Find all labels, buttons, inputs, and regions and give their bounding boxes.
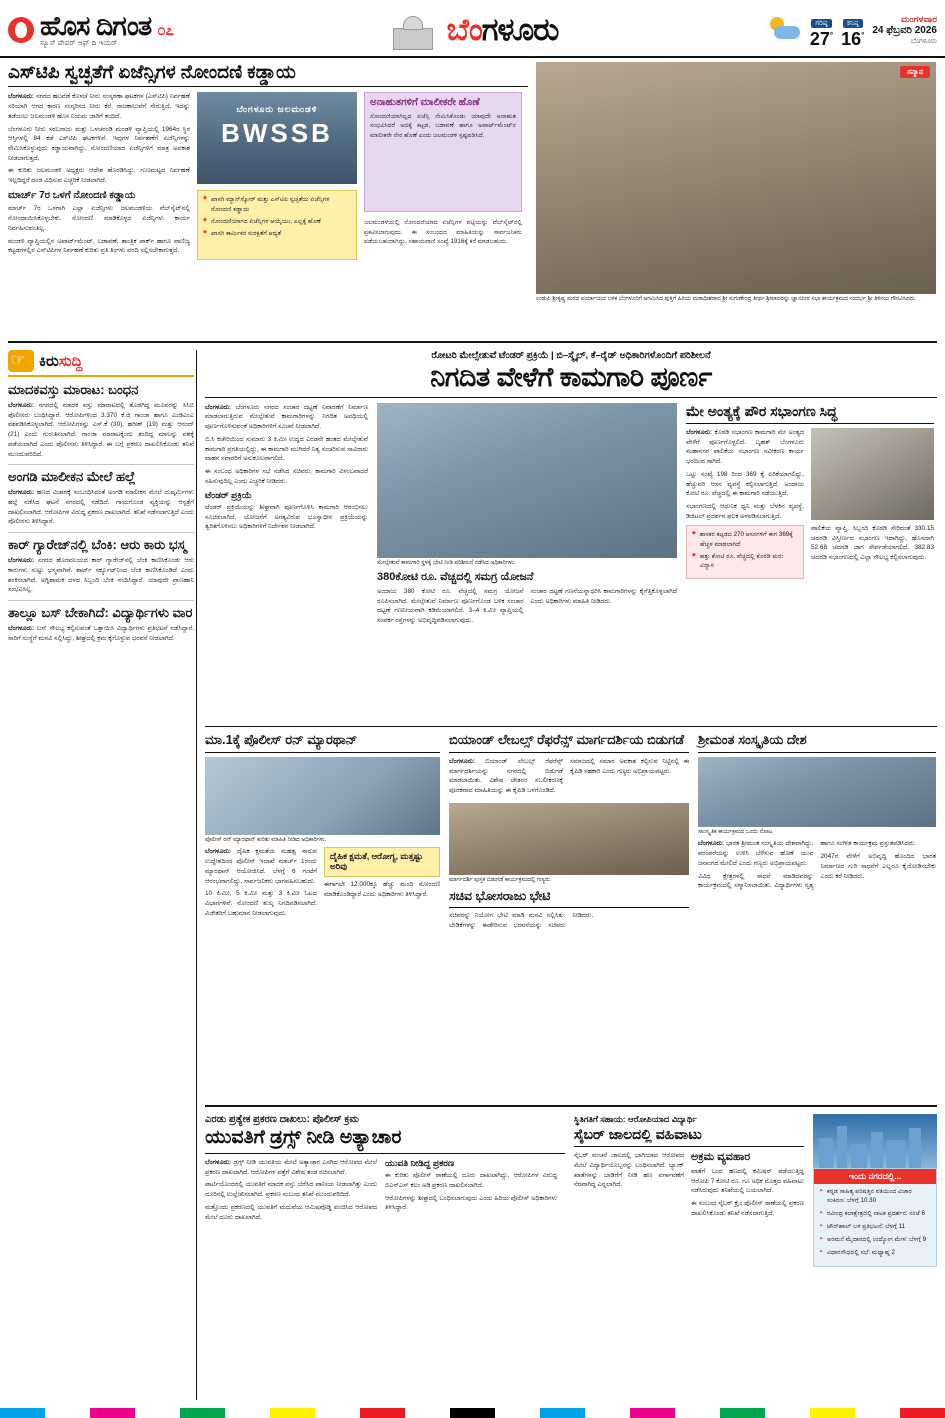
bwssb-label: ಬೆಂಗಳೂರು ಜಲಮಂಡಳಿ — [236, 104, 318, 115]
cultural-program-photo — [698, 757, 936, 827]
bottom-right-kicker: ಸ್ಥಿತಿಗತಿಗೆ ಸಹಾಯ: ಆರೋಪಿಯಾದ ವಿದ್ಯಾರ್ಥಿ — [574, 1114, 697, 1124]
kiru-head-3: ಕಾರ್ ಗ್ಯಾರೇಜ್‌ನಲ್ಲಿ ಬೆಂಕಿ: ಆರು ಕಾರು ಭಸ್ಮ — [8, 537, 187, 553]
bottom-main-story — [205, 1114, 565, 1267]
main-right-para-3: ಸಭಾಂಗಣದಲ್ಲಿ ಆಧುನಿಕ ಧ್ವನಿ ಮತ್ತು ಬೆಳಕಿನ ವ್ಯವಸ್ಥೆ, ಡಿಜಿಟಲ್ ಪ್ರದರ್ಶನ ಫಲಕ ಅಳವಡಿಸಲಾಗುತ್ತಿದೆ. — [686, 502, 804, 520]
lead-body-col1 — [8, 92, 190, 186]
hall-construction-photo — [811, 428, 934, 520]
bottom-right-sub-para-2: ಈ ಸಂಬಂಧ ಸೈಬರ್ ಕ್ರೈಂ ಪೊಲೀಸ್ ಠಾಣೆಯಲ್ಲಿ ಪ್ರಕರಣ ದಾಖಲಿಸಿಕೊಂಡು ತನಿಖೆ ನಡೆಸಲಾಗುತ್ತಿದೆ. — [691, 1200, 804, 1217]
kirusuddi-rail — [8, 350, 194, 1400]
kirusuddi-label-1: ಕಿರು — [39, 352, 59, 370]
kiru-body-1: ನಗರದಲ್ಲಿ ಮಾದಕ ವಸ್ತು ಮಾರಾಟದಲ್ಲಿ ತೊಡಗಿದ್ದ ಮೂವರನ್ನು ಸಿಸಿಬಿ ಪೊಲೀಸರು ಬಂಧಿಸಿದ್ದಾರೆ. ಆರೋಪಿಗಳಿಂದ 3.370 ಕೆ.ಜಿ ಗಾಂಜಾ ಹಾಗೂ ಎಂಡಿಎಂಎ ವಶಪಡಿಸಿಕೊಳ್ಳಲಾಗಿದೆ. ಆರೋಪಿಗಳನ್ನು ಎಸ್.ಕೆ (30), ಹರೀಶ್ (19) ಮತ್ತು ಆನಂದ್ (21) ಎಂದು ಗುರುತಿಸಲಾಗಿದೆ. ಗಾಂಜಾ ಮಾರಾಟಕ್ಕೆಂದು ತಂದಿದ್ದ ಮಾಲನ್ನು ವಶಕ್ಕೆ ಪಡೆಯಲಾಗಿದೆ ಎಂದು ಪೊಲೀಸರು ತಿಳಿಸಿದ್ದಾರೆ. ಈ ಬಗ್ಗೆ ಪ್ರಕರಣ ದಾಖಲಿಸಿಕೊಂಡು ತನಿಖೆ ಮುಂದುವರಿದಿದೆ. — [8, 401, 194, 458]
sun-cloud-icon — [768, 17, 802, 43]
lead-dateline: ಬೆಂಗಳೂರು: — [8, 93, 34, 101]
storyB-head: ಬಿಯಾಂಡ್ ಲೇಬಲ್ಸ್ ರೆಫರೆನ್ಸ್ ಮಾರ್ಗದರ್ಶಿಯ ಬಿಡುಗಡೆ — [449, 732, 685, 747]
flame-logo-icon — [8, 17, 34, 43]
kirusuddi-item-2 — [8, 470, 194, 527]
lead-body-col1b — [8, 204, 190, 256]
religious-ceremony-photo — [536, 62, 936, 294]
edition-title — [258, 10, 687, 50]
main-subhead-1: ಟೆಂಡರ್ ಪ್ರಕ್ರಿಯೆ — [205, 489, 252, 500]
lead-story-left — [8, 62, 528, 340]
story-beyond-labels — [449, 733, 689, 930]
storyC-head: ಶ್ರೀಮಂತ ಸಂಸ್ಕೃತಿಯ ದೇಶ — [698, 732, 807, 747]
section-rule-2 — [205, 726, 937, 727]
storyA-box-head: ದೈಹಿಕ ಕ್ಷಮತೆ, ಆರೋಗ್ಯ, ಮತ್ತಷ್ಟು ಅರಿವು — [330, 851, 423, 872]
lead-photo-block — [536, 62, 936, 340]
kiru-head-2: ಅಂಗಡಿ ಮಾಲೀಕನ ಮೇಲೆ ಹಲ್ಲೆ — [8, 469, 136, 485]
kiru-body-3: ನಗರದ ಹೊರವಲಯದ ಕಾರ್ ಗ್ಯಾರೇಜ್‌ನಲ್ಲಿ ಬೆಂಕಿ ಕಾಣಿಸಿಕೊಂಡು ಆರು ಕಾರುಗಳು ಸುಟ್ಟು ಭಸ್ಮವಾಗಿವೆ. ಶಾರ್ಟ್ ಸರ್ಕ್ಯೂಟ್‌ನಿಂದ ಬೆಂಕಿ ಕಾಣಿಸಿಕೊಂಡಿದೆ ಎಂದು ಶಂಕಿಸಲಾಗಿದೆ. ಅಗ್ನಿಶಾಮಕ ದಳದ ಸಿಬ್ಬಂದಿ ಬೆಂಕಿ ನಂದಿಸಿದ್ದಾರೆ. ಯಾವುದೇ ಪ್ರಾಣಹಾನಿ ಸಂಭವಿಸಿಲ್ಲ. — [8, 557, 194, 594]
bottom-right-subhead: ಅಕ್ರಮ ವ್ಯವಹಾರ — [691, 1151, 751, 1164]
kirusuddi-item-1 — [8, 383, 194, 459]
masthead-brand[interactable] — [8, 10, 258, 48]
city-title-part1: ಬೆಂ — [446, 11, 482, 47]
main-para-4: ಟೆಂಡರ್ ಪ್ರಕ್ರಿಯೆಯನ್ನು ಶೀಘ್ರವಾಗಿ ಪೂರ್ಣಗೊಳಿಸಿ ಕಾಮಗಾರಿ ಆರಂಭಿಸಲು ಸೂಚಿಸಲಾಗಿದೆ. ಯೋಜನೆಗೆ ಅಗತ್ಯವಿರುವ ಭೂಸ್ವಾಧೀನ ಪ್ರಕ್ರಿಯೆಯನ್ನು ತ್ವರಿತಗೊಳಿಸಲು ಅಧಿಕಾರಿಗಳಿಗೆ ನಿರ್ದೇಶನ ನೀಡಲಾಗಿದೆ. — [205, 503, 368, 531]
main-headline: ನಿಗದಿತ ವೇಳೆಗೆ ಕಾಮಗಾರಿ ಪೂರ್ಣ — [430, 362, 712, 393]
kiru-dateline-1: ಬೆಂಗಳೂರು: — [8, 401, 34, 409]
storyC-dateline: ಬೆಂಗಳೂರು: — [698, 840, 724, 848]
storyB-para-1: ಬಿಯಾಂಡ್ ಲೇಬಲ್ಸ್ ರೆಫರೆನ್ಸ್ ಮಾರ್ಗದರ್ಶಿಯನ್ನು ನಗರದಲ್ಲಿ ಬಿಡುಗಡೆ ಮಾಡಲಾಯಿತು. ವಿಶೇಷ ಚೇತನರ ಸಬಲೀಕರಣಕ್ಕೆ ಪೂರಕವಾದ ಮಾಹಿತಿಯನ್ನು ಈ ಕೈಪಿಡಿ ಒಳಗೊಂಡಿದೆ. — [449, 757, 563, 795]
lead-subheadline: ಮಾರ್ಚ್ 7ರ ಒಳಗೆ ನೋಂದಣಿ ಕಡ್ಡಾಯ — [8, 189, 136, 201]
bottom-dateline: ಬೆಂಗಳೂರು: — [205, 1158, 231, 1166]
city-today-panel — [813, 1168, 937, 1267]
storyA-photo-caption: ಪೊಲೀಸ್ ರನ್ ಮ್ಯಾರಥಾನ್ ಕುರಿತು ಮಾಹಿತಿ ನೀಡಿದ ಅಧಿಕಾರಿಗಳು. — [205, 836, 327, 843]
storyA-head: ಮಾ.1ಕ್ಕೆ ಪೊಲೀಸ್ ರನ್ ಮ್ಯಾರಥಾನ್ — [205, 732, 358, 747]
main-para-2: ಬಿ.ಸಿ ಕಚೇರಿಯಿಂದ ಸುಮಾರು 3 ಕಿ.ಮೀ ಉದ್ದದ ಎರಡನೇ ಹಂತದ ಮೇಲ್ಸೇತುವೆ ಕಾಮಗಾರಿ ಪ್ರಗತಿಯಲ್ಲಿದ್ದು, ಈ ಕಾಮಗಾರಿ ಮುಗಿದರೆ ನಿತ್ಯ ಸಂಚರಿಸುವ ಸಾವಿರಾರು ವಾಹನ ಸವಾರರಿಗೆ ಅನುಕೂಲವಾಗಲಿದೆ. — [205, 435, 368, 463]
main-para-1: ಬೆಂಗಳೂರು ನಗರದ ಸಂಚಾರ ದಟ್ಟಣೆ ನಿವಾರಣೆಗೆ ನಿರ್ಮಾಣ ಮಾಡಲಾಗುತ್ತಿರುವ ಮೇಲ್ಸೇತುವೆ ಕಾಮಗಾರಿಗಳನ್ನು ನಿಗದಿತ ಅವಧಿಯಲ್ಲಿ ಪೂರ್ಣಗೊಳಿಸುವಂತೆ ಅಧಿಕಾರಿಗಳಿಗೆ ಸೂಚನೆ ನೀಡಲಾಗಿದೆ. — [205, 403, 369, 431]
main-dateline: ಬೆಂಗಳೂರು: — [205, 403, 231, 411]
photo-tag-badge: ಸನ್ಮಾನ — [900, 66, 930, 78]
main-story — [205, 350, 937, 626]
kiru-body-2: ಹಣದ ವಿಚಾರಕ್ಕೆ ಸಂಬಂಧಿಸಿದಂತೆ ಅಂಗಡಿ ಮಾಲೀಕನ ಮೇಲೆ ದುಷ್ಕರ್ಮಿಗಳು ಹಲ್ಲೆ ನಡೆಸಿದ ಘಟನೆ ನಗರದಲ್ಲಿ ನಡೆದಿದೆ. ಗಾಯಗೊಂಡ ವ್ಯಕ್ತಿಯನ್ನು ಆಸ್ಪತ್ರೆಗೆ ದಾಖಲಿಸಲಾಗಿದೆ. ಆರೋಪಿಗಳ ವಿರುದ್ಧ ಪ್ರಕರಣ ದಾಖಲಾಗಿದೆ. ತನಿಖೆ ನಡೆಸಲಾಗುತ್ತಿದೆ ಎಂದು ಪೊಲೀಸರು ತಿಳಿಸಿದ್ದಾರೆ. — [8, 489, 194, 526]
bottom-mid-kicker: ಯುವತಿ ನೀಡಿದ್ದ ಪ್ರಕರಣ — [385, 1157, 455, 1168]
bwssb-logo-text: BWSSB — [221, 118, 333, 149]
rail-divider — [196, 350, 197, 1400]
storyA-para-2: 10 ಕಿ.ಮೀ, 5 ಕಿ.ಮೀ ಮತ್ತು 3 ಕಿ.ಮೀ ಓಟದ ವಿಭಾಗಗಳಿವೆ. ನೋಂದಣಿ ಶುಲ್ಕ ನಿಗದಿಪಡಿಸಲಾಗಿದೆ. ವಿಜೇತರಿಗೆ ಬಹುಮಾನ ನೀಡಲಾಗುವುದು. — [205, 890, 317, 917]
main-subhead-2: 380ಕೋಟಿ ರೂ. ವೆಚ್ಚದಲ್ಲಿ ಸಮಗ್ರ ಯೋಜನೆ — [377, 571, 534, 584]
registration-color-bar — [0, 1408, 945, 1418]
lead-para-4: ಮಾರ್ಚ್ 7ರ ಒಳಗಾಗಿ ಎಲ್ಲಾ ಏಜೆನ್ಸಿಗಳು ಜಲಮಂಡಳಿಯ ವೆಬ್‌ಸೈಟ್‌ನಲ್ಲಿ ನೋಂದಾಯಿಸಿಕೊಳ್ಳಬೇಕು. ನೋಂದಣಿ ಮಾಡಿಕೊಳ್ಳದ ಏಜೆನ್ಸಿಗಳು ಕಾರ್ಯ ನಿರ್ವಹಿಸುವಂತಿಲ್ಲ. — [8, 205, 190, 232]
min-temp-label: ಕನಿಷ್ಠ — [843, 19, 863, 28]
bottom-mid-para-2: ಆರೋಪಿಗಳನ್ನು ಶೀಘ್ರದಲ್ಲಿ ಬಂಧಿಸಲಾಗುವುದು ಎಂದು ಹಿರಿಯ ಪೊಲೀಸ್ ಅಧಿಕಾರಿಗಳು ತಿಳಿಸಿದ್ದಾರೆ. — [385, 1194, 557, 1212]
lead-green-note: ಜಲಮಂಡಳಿಯಲ್ಲಿ ನೋಂದಣಿಯಾದ ಏಜೆನ್ಸಿಗಳ ಪಟ್ಟಿಯನ್ನು ವೆಬ್‌ಸೈಟ್‌ನಲ್ಲಿ ಪ್ರಕಟಿಸಲಾಗುವುದು. ಈ ಸಂಬಂಧದ ಮಾಹಿತಿಯನ್ನು ಸಾರ್ವಜನಿಕರು ಪಡೆಯಬಹುದಾಗಿದ್ದು, ಸಹಾಯವಾಣಿ ಸಂಖ್ಯೆ 1916ಕ್ಕೆ ಕರೆ ಮಾಡಬಹುದು. — [364, 219, 522, 246]
bottom-kicker: ಎರಡು ಪ್ರತ್ಯೇಕ ಪ್ರಕರಣ ದಾಖಲು: ಪೊಲೀಸ್ ಕ್ರಮ — [205, 1114, 359, 1125]
date-block — [872, 14, 937, 47]
storyB-sub-body — [449, 911, 689, 930]
storyA-para-1: ದೈಹಿಕ ಕ್ಷಮತೆಯ ಮಹತ್ವ ಸಾರುವ ಉದ್ದೇಶದಿಂದ ಪೊಲೀಸ್ ಇಲಾಖೆ ಮಾರ್ಚ್ 1ರಂದು ಮ್ಯಾರಥಾನ್ ಆಯೋಜಿಸಿದೆ. ಬೆಳಗ್ಗೆ 6 ಗಂಟೆಗೆ ಆರಂಭವಾಗಲಿದ್ದು, ಸಾರ್ವಜನಿಕರು ಭಾಗವಹಿಸಬಹುದು. — [205, 848, 317, 885]
lead-para-1: ನಗರದ ಹಲವೆಡೆ ಕೊಳಚೆ ನೀರು ಸಂಸ್ಕರಣಾ ಘಟಕಗಳ (ಎಸ್‌ಟಿಪಿ) ನಿರ್ವಹಣೆ ಸರಿಯಾಗಿ ಆಗದ ಕಾರಣ ಸಂಸ್ಕರಿಸದ ನೀರು ಕೆರೆ, ರಾಜಕಾಲುವೆಗೆ ಸೇರುತ್ತಿದೆ. ಇದನ್ನು ತಡೆಯಲು ಜಲಮಂಡಳಿ ಹೊಸ ನಿಯಮ ಜಾರಿಗೆ ತಂದಿದೆ. — [8, 93, 190, 120]
kirusuddi-item-4 — [8, 606, 194, 643]
book-release-photo — [449, 803, 689, 875]
flyover-inspection-photo — [377, 403, 677, 558]
city-today-item-1: ✦ ಕನ್ನಡ ಸಾಹಿತ್ಯ ಪರಿಷತ್ತಿನ ವತಿಯಿಂದ ವಿಚಾರ ಸಂಕಿರಣ: ಬೆಳಗ್ಗೆ 10.30 — [819, 1188, 931, 1206]
edition-city: ಬೆಂಗಳೂರು — [910, 37, 937, 45]
bottom-mid-para-1: ಈ ಕುರಿತು ಪೊಲೀಸ್ ಠಾಣೆಯಲ್ಲಿ ದೂರು ದಾಖಲಾಗಿದ್ದು, ಆರೋಪಿಗಳ ವಿರುದ್ಧ ಬಿಎನ್ಎಸ್ ಕಲಂ ಅಡಿ ಪ್ರಕರಣ ದಾಖಲಿಸಲಾಗಿದೆ. — [385, 1172, 557, 1189]
storyB-photo-caption: ಮಾರ್ಗದರ್ಶಿ ಪುಸ್ತಕ ಬಿಡುಗಡೆ ಕಾರ್ಯಕ್ರಮದಲ್ಲಿ ಗಣ್ಯರು. — [449, 876, 552, 883]
masthead — [0, 0, 945, 58]
city-today-title: ಇಂದು ನಗರದಲ್ಲಿ... — [814, 1169, 936, 1184]
city-today-item-3: ✦ ಟೌನ್‌ಹಾಲ್ ಬಳಿ ಪ್ರತಿಭಟನೆ: ಬೆಳಗ್ಗೆ 11 — [819, 1223, 931, 1232]
city-today-item-2: ✦ ರವೀಂದ್ರ ಕಲಾಕ್ಷೇತ್ರದಲ್ಲಿ ನಾಟಕ ಪ್ರದರ್ಶನ: ಸಂಜೆ 6 — [819, 1210, 931, 1219]
yellow-bullet-2: ◆ ನೋಂದಣಿಯಾಗದ ಏಜೆನ್ಸಿಗಳ ಆಯ್ಕೆಯು, ಎಲ್ಲಕ್ಕೆ ಹೊಣೆ — [203, 217, 351, 226]
right-bullet-2: ◆ ಹತ್ತು ಕೋಟಿ ರೂ. ವೆಚ್ಚದಲ್ಲಿ ಕೊಠಡಿ ಮರು ವಿನ್ಯಾಸ — [692, 552, 798, 571]
vidhana-soudha-icon — [387, 10, 439, 50]
city-today-box — [813, 1114, 937, 1267]
main-photo-caption: ಮೇಲ್ಸೇತುವೆ ಕಾಮಗಾರಿ ಸ್ಥಳಕ್ಕೆ ಭೇಟಿ ನೀಡಿ ಪರಿಶೀಲನೆ ನಡೆಸಿದ ಅಧಿಕಾರಿಗಳು. — [377, 559, 516, 566]
purple-box-head: ಅನಾಹುತಗಳಿಗೆ ಮಾಲೀಕರೇ ಹೊಣೆ — [370, 97, 480, 109]
main-right-para-2: ಒಟ್ಟು ಸಂಖ್ಯೆ 198 ರಿಂದ 369 ಕ್ಕೆ ಏರಿಕೆಯಾಗಲಿದ್ದು, ಹೆಚ್ಚುವರಿ ಆಸನ ವ್ಯವಸ್ಥೆ ಕಲ್ಪಿಸಲಾಗುತ್ತಿದೆ. ಅಂದಾಜು ಕೋಟಿ ರೂ. ವೆಚ್ಚದಲ್ಲಿ ಈ ಕಾಮಗಾರಿ ನಡೆಯುತ್ತಿದೆ. — [686, 470, 804, 498]
press-meet-photo — [205, 757, 440, 835]
bottom-cyber-story — [574, 1114, 804, 1267]
min-temp-value: 16 — [841, 28, 862, 49]
city-today-item-4: ✦ ಅರಮನೆ ಮೈದಾನದಲ್ಲಿ ಉದ್ಯೋಗ ಮೇಳ: ಬೆಳಗ್ಗೆ 9 — [819, 1236, 931, 1245]
kiru-dateline-2: ಬೆಂಗಳೂರು: — [8, 489, 34, 497]
city-skyline-graphic — [813, 1114, 937, 1168]
lead-para-2: ಬೆಂಗಳೂರು ನೀರು ಸರಬರಾಜು ಮತ್ತು ಒಳಚರಂಡಿ ಮಂಡಳಿ ವ್ಯಾಪ್ತಿಯಲ್ಲಿ 1964ರ ಸ್ಥಿರ ಆಸ್ತಿಗಳಲ್ಲಿ 84 ಕಡೆ ಎಸ್‌ಟಿಪಿ ಘಟಕಗಳಿವೆ. ಇವುಗಳ ನಿರ್ವಹಣೆಗೆ ಏಜೆನ್ಸಿಗಳನ್ನು ನೇಮಿಸಿಕೊಳ್ಳುವುದು ಕಡ್ಡಾಯವಾಗಿದ್ದು, ನೋಂದಣಿಯಾದ ಏಜೆನ್ಸಿಗಳಿಗೆ ಮಾತ್ರ ಅವಕಾಶ ನೀಡಲಾಗುತ್ತದೆ. — [8, 125, 190, 162]
city-today-item-5: ✦ ವಿಧಾನಸೌಧದಲ್ಲಿ ಸಭೆ: ಮಧ್ಯಾಹ್ನ 2 — [819, 1249, 931, 1258]
storyB-dateline: ಬೆಂಗಳೂರು: — [449, 757, 475, 765]
main-para-3: ಈ ಸಂಬಂಧ ಅಧಿಕಾರಿಗಳ ಸಭೆ ನಡೆಸಿದ ಸಚಿವರು, ಕಾಮಗಾರಿ ವಿಳಂಬವಾದರೆ ಸಹಿಸುವುದಿಲ್ಲ ಎಂದು ಎಚ್ಚರಿಕೆ ನೀಡಿದರು. — [205, 468, 368, 485]
kirusuddi-header — [8, 350, 194, 377]
second-row — [205, 733, 937, 930]
bottom-row — [205, 1114, 937, 1267]
yellow-bullet-1: ◆ ಖಾಸಗಿ ಮ್ಯಾನ್‌ಸ್ಕೋರ್ ಮತ್ತು ಎಸ್‌ಟಿಪಿ ಸ್ವಚ್ಛತೆಯ ಏಜೆನ್ಸಿಗಳ ನೋಂದಣಿ ಕಡ್ಡಾಯ — [203, 195, 351, 214]
top-section — [0, 58, 945, 343]
main-para-5: ಅಂದಾಜು 380 ಕೋಟಿ ರೂ. ವೆಚ್ಚದಲ್ಲಿ ಸಮಗ್ರ ಯೋಜನೆ ರೂಪಿಸಲಾಗಿದೆ. ಮೇಲ್ಸೇತುವೆ ನಿರ್ಮಾಣ ಪೂರ್ಣಗೊಂಡ ಬಳಿಕ ಸಂಚಾರ ದಟ್ಟಣೆ ಗಣನೀಯವಾಗಿ ಕಡಿಮೆಯಾಗಲಿದೆ. 3–4 ಕಿ.ಮೀ ವ್ಯಾಪ್ತಿಯಲ್ಲಿ ಸಂಪರ್ಕ ರಸ್ತೆಗಳನ್ನು ಅಭಿವೃದ್ಧಿಪಡಿಸಲಾಗುವುದು. — [377, 587, 524, 625]
yellow-bullet-3: ◆ ಖಾಸಗಿ ಕಾರ್ಮಿಕರ ಸುರಕ್ಷತೆಗೆ ಆದ್ಯತೆ — [203, 229, 351, 238]
lead-headline: ಎಸ್‌ಟಿಪಿ ಸ್ವಚ್ಛತೆಗೆ ಏಜೆನ್ಸಿಗಳ ನೋಂದಣಿ ಕಡ್ಡಾಯ — [8, 61, 296, 82]
storyC-para-2: ವಿವಿಧ ಕ್ಷೇತ್ರಗಳಲ್ಲಿ ಸಾಧನೆ ಮಾಡಿದವರನ್ನು ಕಾರ್ಯಕ್ರಮದಲ್ಲಿ ಸನ್ಮಾನಿಸಲಾಯಿತು. ವಿದ್ಯಾರ್ಥಿಗಳು ನೃತ್ಯ ಹಾಗೂ ಸಂಗೀತ ಕಾರ್ಯಕ್ರಮ ಪ್ರಸ್ತುತಪಡಿಸಿದರು. — [698, 840, 917, 890]
bottom-right-sub-para-1: ಖಾತೆಗೆ ಬಂದ ಹಣದಲ್ಲಿ ಕಮಿಷನ್ ಪಡೆಯುತ್ತಿದ್ದ ಆರೋಪಿ 7 ಕೋಟಿ ರೂ. ಗೂ ಅಧಿಕ ಮೊತ್ತದ ವಹಿವಾಟು ನಡೆಸಿರುವುದು ತನಿಖೆಯಲ್ಲಿ ಬಯಲಾಗಿದೆ. — [691, 1167, 804, 1195]
lead-yellow-box — [197, 190, 357, 260]
storyC-para-3: 2047ರ ವೇಳೆಗೆ ಅಭಿವೃದ್ಧಿ ಹೊಂದಿದ ಭಾರತ ನಿರ್ಮಾಣದ ಗುರಿ ಸಾಧನೆಗೆ ಎಲ್ಲರೂ ಕೈಜೋಡಿಸಬೇಕು ಎಂದು ಕರೆ ನೀಡಿದರು. — [820, 853, 936, 880]
main-para-6: ಸಂಚಾರ ದಟ್ಟಣೆ ಗಣನೆಯನ್ನಾಧರಿಸಿ ಕಾಮಗಾರಿಗಳನ್ನು ಕೈಗೆತ್ತಿಕೊಳ್ಳಲಾಗಿದೆ ಎಂದು ಅಧಿಕಾರಿಗಳು ಮಾಹಿತಿ ನೀಡಿದರು. — [530, 587, 677, 605]
kiru-dateline-4: ಬೆಂಗಳೂರು: — [8, 625, 34, 633]
bottom-right-head: ಸೈಬರ್ ಜಾಲದಲ್ಲಿ ವಹಿವಾಟು — [574, 1126, 702, 1143]
edition-number: ೦೭ — [157, 21, 174, 39]
main-right-headline: ಮೇ ಅಂತ್ಯಕ್ಕೆ ಪೌರ ಸಭಾಂಗಣ ಸಿದ್ಧ — [686, 402, 838, 419]
bwssb-building-photo — [197, 92, 357, 184]
weekday: ಮಂಗಳವಾರ — [900, 13, 937, 24]
bottom-right-para-1: ಸೈಬರ್ ವಂಚನೆ ಜಾಲದಲ್ಲಿ ಭಾಗಿಯಾದ ಆರೋಪದ ಮೇಲೆ ವಿದ್ಯಾರ್ಥಿಯೊಬ್ಬನನ್ನು ಬಂಧಿಸಲಾಗಿದೆ. ಬ್ಯಾಂಕ್ ಖಾತೆಗಳನ್ನು ಬಾಡಿಗೆಗೆ ನೀಡಿ ಹಣ ವರ್ಗಾವಣೆಗೆ ನೆರವಾಗಿದ್ದ ಎನ್ನಲಾಗಿದೆ. — [574, 1152, 684, 1189]
masthead-weather-date — [687, 13, 937, 48]
lead-para-5: ಮಂಡಳಿ ವ್ಯಾಪ್ತಿಯಲ್ಲಿನ ಅಪಾರ್ಟ್‌ಮೆಂಟ್, ಬಡಾವಣೆ, ತಾಂತ್ರಿಕ ಪಾರ್ಕ್ ಹಾಗೂ ವಾಣಿಜ್ಯ ಕಟ್ಟಡಗಳಲ್ಲಿನ ಎಸ್‌ಟಿಪಿಗಳ ನಿರ್ವಹಣೆ ಕುರಿತು ಪ್ರತಿ ತಿಂಗಳು ವರದಿ ಸಲ್ಲಿಸಬೇಕಾಗುತ್ತದೆ. — [8, 237, 190, 255]
lead-purple-box — [364, 92, 522, 212]
max-temp — [810, 13, 833, 48]
storyB-sub-para-1: ಸಚಿವರನ್ನು ನಿಯೋಗ ಭೇಟಿ ಮಾಡಿ ಮನವಿ ಸಲ್ಲಿಸಿತು. ಬೇಡಿಕೆಗಳನ್ನು ಈಡೇರಿಸುವ ಭರವಸೆಯನ್ನು ಸಚಿವರು ನೀಡಿದರು. — [449, 911, 594, 929]
main-kicker: ರೋಟರಿ ಮೇಲ್ಸೇತುವೆ ಟೆಂಡರ್ ಪ್ರಕ್ರಿಯೆ | ಬಿ–ಸ್ಮೈಲ್, ಕೆ–ರೈಡ್ ಅಧಿಕಾರಿಗಳೊಂದಿಗೆ ಪರಿಶೀಲನೆ — [431, 350, 711, 361]
story-police-run — [205, 733, 440, 930]
storyA-yellow-box — [324, 847, 440, 877]
pointing-hand-icon — [8, 350, 34, 372]
lead-photo-caption: ಉಡುಪಿ ಶ್ರೀಕೃಷ್ಣ ಮಠದ ಪರ್ಯಾಯದ ಬಳಿಕ ಬೆಂಗಳೂರಿಗೆ ಆಗಮಿಸಿದ ಪುತ್ತಿಗೆ ಹಿರಿಯ ಮಠಾಧೀಶರಾದ ಶ್ರೀ ಸುಗುಣೇಂದ್ರ ತೀರ್ಥ ಶ್ರೀಪಾದರನ್ನು ಜ್ಞಾನಪೀಠ ಸಭಾ ಕಾರ್ಯಕ್ರಮದ ಸಂದರ್ಭ ಶ್ರೀ ತಿಳಿಸಲು ಗೌರವಿಸಿದರು. — [536, 296, 917, 302]
purple-box-body: ನೋಂದಣಿಯಾಗಿಲ್ಲದ ಏಜೆನ್ಸಿ ನೇಮಿಸಿಕೊಂಡು ಯಾವುದೇ ಅನಾಹುತ ಸಂಭವಿಸಿದರೆ ಅದಕ್ಕೆ ಕಟ್ಟಡ, ಬಡಾವಣೆ ಹಾಗೂ ಅಪಾರ್ಟ್‌ಮೆಂಟ್‌ನ ಮಾಲೀಕರೇ ನೇರ ಹೊಣೆ ಎಂದು ಜಲಮಂಡಳಿ ಸ್ಪಷ್ಟಪಡಿಸಿದೆ. — [370, 112, 516, 139]
kirusuddi-label-2: ಸುದ್ದಿ — [58, 352, 83, 370]
brand-tagline: ನ್ಯೂಸ್ ಪೇಪರ್ ಆಫ್ ದಿ ಇಯರ್ — [40, 39, 118, 47]
section-rule-1 — [8, 341, 937, 343]
brand-title: ಹೊಸ ದಿಗಂತ — [40, 10, 152, 41]
kiru-body-4: ಬಸ್ ಸೌಲಭ್ಯ ಕಲ್ಪಿಸುವಂತೆ ಒತ್ತಾಯಿಸಿ ವಿದ್ಯಾರ್ಥಿಗಳು ಪ್ರತಿಭಟನೆ ನಡೆಸಿದ್ದಾರೆ. ಸಾರಿಗೆ ಸಂಸ್ಥೆಗೆ ಮನವಿ ಸಲ್ಲಿಸಿದ್ದು, ಶೀಘ್ರದಲ್ಲಿ ಕ್ರಮ ಕೈಗೊಳ್ಳುವ ಭರವಸೆ ನೀಡಲಾಗಿದೆ. — [8, 625, 194, 642]
bottom-para-1: ಡ್ರಗ್ಸ್ ನೀಡಿ ಯುವತಿಯ ಮೇಲೆ ಅತ್ಯಾಚಾರ ಎಸಗಿದ ಆರೋಪದ ಮೇಲೆ ಪ್ರಕರಣ ದಾಖಲಾಗಿದೆ. ಆರೋಪಿಗಳ ಪತ್ತೆಗೆ ವಿಶೇಷ ತಂಡ ರಚಿಸಲಾಗಿದೆ. — [205, 1158, 378, 1176]
max-temp-value: 27 — [809, 28, 830, 49]
kirusuddi-item-3 — [8, 538, 194, 595]
kiru-head-4: ತಾಲ್ಲೂ ಬಸ್ ಬೇಕಾಗಿದೆ: ವಿದ್ಯಾರ್ಥಿಗಳು ವಾರ — [8, 605, 193, 621]
bottom-para-2: ಪಾರ್ಟಿಯೊಂದರಲ್ಲಿ ಯುವತಿಗೆ ಮಾದಕ ವಸ್ತು ಬೆರೆಸಿದ ಪಾನೀಯ ನೀಡಲಾಗಿತ್ತು ಎಂದು ದೂರಿನಲ್ಲಿ ಉಲ್ಲೇಖಿಸಲಾಗಿದೆ. ಪ್ರಕರಣ ಸಂಬಂಧ ತನಿಖೆ ಮುಂದುವರಿದಿದೆ. — [205, 1181, 377, 1199]
main-right-dateline: ಬೆಂಗಳೂರು: — [686, 428, 712, 436]
main-right-bullet-box — [686, 525, 804, 578]
storyA-dateline: ಬೆಂಗಳೂರು: — [205, 848, 231, 856]
storyB-subhead: ಸಚಿವ ಭೋಸರಾಜು ಭೇಟಿ — [449, 889, 551, 904]
date-text: 24 ಫೆಬ್ರವರಿ 2026 — [872, 25, 937, 36]
max-temp-label: ಗರಿಷ್ಠ — [811, 19, 831, 28]
storyC-photo-caption: ಸಾಂಸ್ಕೃತಿಕ ಕಾರ್ಯಕ್ರಮದ ಒಂದು ನೋಟ. — [698, 828, 774, 835]
city-title-part2: ಗಳೂರು — [481, 11, 559, 47]
main-right-para-1: ಕೊಠಡಿ ಸಭಾಂಗಣ ಕಾಮಗಾರಿ ಮೇ ಅಂತ್ಯದ ವೇಳೆಗೆ ಪೂರ್ಣಗೊಳ್ಳಲಿದೆ. ಬೃಹತ್ ಬೆಂಗಳೂರು ಮಹಾನಗರ ಪಾಲಿಕೆಯ ಸಭಾಂಗಣ ನವೀಕರಣ ಕಾರ್ಯ ಭರದಿಂದ ಸಾಗಿದೆ. — [686, 428, 804, 466]
min-temp — [841, 13, 864, 48]
lead-para-3: ಈ ಕುರಿತು ಜಲಮಂಡಳಿ ಅಧ್ಯಕ್ಷರು ಆದೇಶ ಹೊರಡಿಸಿದ್ದು, ಗುಣಮಟ್ಟದ ನಿರ್ವಹಣೆ ಇಲ್ಲದಿದ್ದರೆ ದಂಡ ವಿಧಿಸುವ ಎಚ್ಚರಿಕೆ ನೀಡಲಾಗಿದೆ. — [8, 167, 190, 185]
degree-symbol-min: ° — [861, 30, 865, 40]
storyC-para-1: ಭಾರತ ಶ್ರೀಮಂತ ಸಂಸ್ಕೃತಿಯ ದೇಶವಾಗಿದ್ದು, ಪರಂಪರೆಯನ್ನು ಉಳಿಸಿ ಬೆಳೆಸುವ ಹೊಣೆ ಯುವ ಜನಾಂಗದ ಮೇಲಿದೆ ಎಂದು ಗಣ್ಯರು ಅಭಿಪ್ರಾಯಪಟ್ಟರು. — [698, 840, 814, 867]
right-bullet-1: ◆ ಶಾಸಕರ ಕಟ್ಟಡದ 270 ಆಸನಗಳಿಗೆ ಈಗ 369ಕ್ಕೆ ಹೆಚ್ಚಳ ಮಾಡಲಾಗಿದೆ — [692, 530, 798, 549]
main-right-note: ಪಾಲಿಕೆಯ ವ್ಯಾಪ್ತಿ, ಸಿಬ್ಬಂದಿ ಕೊಠಡಿ ಸೇರಿದಂತೆ 330.15 ಚದರಡಿ ವಿಸ್ತೀರ್ಣದ ಸಭಾಂಗಣ ಇದಾಗಿದ್ದು, ಹೊಸದಾಗಿ 52.68 ಚದರಡಿ ಜಾಗ ಸೇರ್ಪಡೆಯಾಗಲಿದೆ. 382.83 ಚದರಡಿ ಸಭಾಂಗಣದಲ್ಲಿ ಎಲ್ಲಾ ಸೌಲಭ್ಯ ಕಲ್ಪಿಸಲಾಗುವುದು. — [811, 524, 934, 562]
section-rule-3 — [205, 1105, 937, 1107]
degree-symbol-max: ° — [829, 30, 834, 40]
bottom-headline: ಯುವತಿಗೆ ಡ್ರಗ್ಸ್ ನೀಡಿ ಅತ್ಯಾಚಾರ — [205, 1127, 402, 1148]
kiru-head-1: ಮಾದಕವಸ್ತು ಮಾರಾಟ: ಬಂಧನ — [8, 382, 139, 397]
bottom-para-3: ಮತ್ತೊಂದು ಪ್ರಕರಣದಲ್ಲಿ ಯುವತಿಗೆ ಮದುವೆಯ ಆಮಿಷವೊಡ್ಡಿ ವಂಚಿಸಿದ ಆರೋಪದ ಮೇಲೆ ದೂರು ದಾಖಲಾಗಿದೆ. — [205, 1203, 377, 1221]
storyB-para-2: ಸಮಾಜದಲ್ಲಿ ಸಮಾನ ಅವಕಾಶ ಕಲ್ಪಿಸುವ ನಿಟ್ಟಿನಲ್ಲಿ ಈ ಕೈಪಿಡಿ ಸಹಕಾರಿ ಎಂದು ಗಣ್ಯರು ಅಭಿಪ್ರಾಯಪಟ್ಟರು. — [570, 757, 689, 775]
storyA-para-3: ಈಗಾಗಲೇ 12,000ಕ್ಕೂ ಹೆಚ್ಚು ಮಂದಿ ನೋಂದಣಿ ಮಾಡಿಕೊಂಡಿದ್ದಾರೆ ಎಂದು ಅಧಿಕಾರಿಗಳು ತಿಳಿಸಿದ್ದಾರೆ. — [324, 881, 440, 898]
kiru-dateline-3: ಬೆಂಗಳೂರು: — [8, 557, 34, 565]
story-culture — [698, 733, 936, 930]
